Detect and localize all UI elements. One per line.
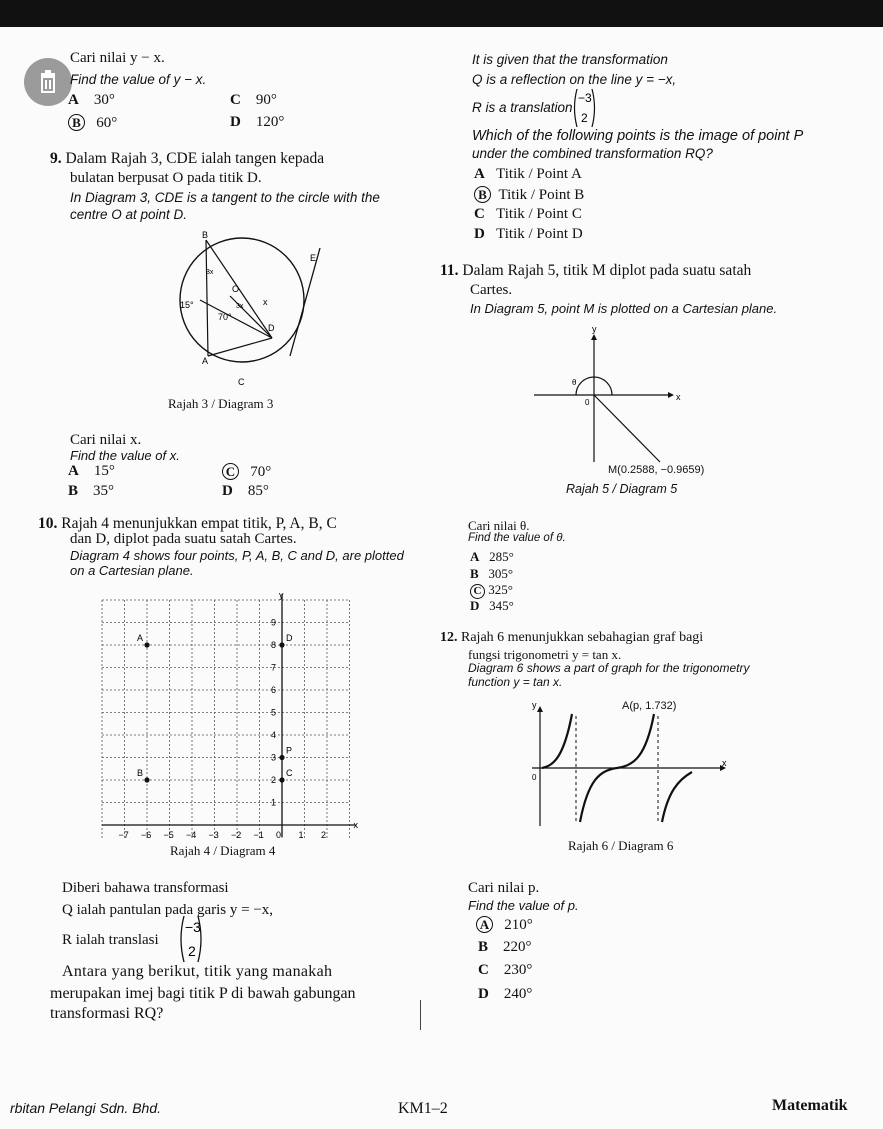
column-divider — [420, 1000, 421, 1030]
diagram-3-caption: Rajah 3 / Diagram 3 — [168, 396, 274, 411]
q11-option-d[interactable]: D 345° — [470, 598, 514, 613]
y-tick-label: 6 — [271, 685, 277, 695]
point-d — [279, 642, 284, 647]
label-d: D — [268, 323, 275, 333]
q10-r-en: R is a translation — [472, 100, 573, 115]
q10-r-ms: R ialah translasi — [62, 932, 159, 948]
x-tick-label: −6 — [141, 830, 152, 838]
q12-text-en-2: function y = tan x. — [468, 675, 563, 689]
x-tick-label: −1 — [253, 830, 264, 838]
q12-prompt-en: Find the value of p. — [468, 898, 579, 913]
q10-given-en: It is given that the transformation — [472, 52, 668, 67]
label-70: 70° — [218, 312, 232, 322]
tan-branch-1 — [542, 714, 572, 768]
label-e: E — [310, 253, 317, 263]
y-tick-label: 9 — [271, 617, 277, 628]
q10-option-c[interactable]: C Titik / Point C — [474, 206, 582, 222]
q11-option-a[interactable]: A 285° — [470, 549, 514, 564]
vec-en-bottom: 2 — [581, 111, 588, 125]
q10-text-en-1: Diagram 4 shows four points, P, A, B, C and D, are plotted — [70, 548, 404, 563]
q10-question-ms-1: Antara yang berikut, titik yang manakah — [62, 963, 333, 980]
q9-option-b[interactable]: B 35° — [68, 483, 115, 499]
x-tick-label: 0 — [276, 830, 282, 838]
point-label-d: D — [286, 633, 293, 643]
x-tick-label: −5 — [163, 830, 174, 838]
y-tick-label: 8 — [271, 640, 277, 650]
x-tick-label: −3 — [208, 830, 219, 838]
q8-option-b[interactable]: B 60° — [68, 114, 117, 132]
footer-page: KM1–2 — [398, 1100, 448, 1117]
q11-option-b[interactable]: B 305° — [470, 566, 514, 581]
axis-y: y — [532, 700, 537, 710]
q11-text-ms-1: 11. Dalam Rajah 5, titik M diplot pada suatu satah — [440, 262, 752, 279]
q12-option-a[interactable]: A 210° — [476, 916, 533, 934]
point-a — [144, 642, 149, 647]
label-15: 15° — [180, 300, 194, 310]
y-arrow — [537, 706, 543, 712]
point-label-b: B — [137, 768, 144, 778]
x-tick-label: 2 — [321, 830, 327, 838]
q9-text-en-1: In Diagram 3, CDE is a tangent to the circle with the — [70, 190, 380, 205]
vec-bottom: 2 — [188, 943, 196, 959]
y-tick-label: 4 — [271, 730, 277, 740]
label-3x: 3x — [206, 269, 214, 276]
q9-option-d[interactable]: D 85° — [222, 483, 269, 499]
q10-given-ms: Diberi bahawa transformasi — [62, 880, 229, 896]
q9-text-en-2: centre O at point D. — [70, 207, 188, 222]
q8-option-a[interactable]: A 30° — [68, 92, 115, 108]
chord-ad — [208, 338, 272, 356]
label-c: C — [238, 377, 245, 387]
circle-diagram-3 — [160, 228, 330, 393]
q12-option-c[interactable]: C 230° — [478, 962, 533, 978]
axis-x-label: x — [353, 820, 358, 830]
q12-text-en-1: Diagram 6 shows a part of graph for the trigonometry — [468, 661, 750, 675]
point-label-p: P — [286, 745, 293, 756]
q11-prompt-en: Find the value of θ. — [468, 532, 566, 544]
q12-option-d[interactable]: D 240° — [478, 986, 533, 1002]
q11-option-c[interactable]: C 325° — [470, 582, 513, 599]
point-p — [279, 755, 284, 760]
tan-branch-3 — [662, 772, 692, 822]
vec-en-top: −3 — [578, 91, 592, 105]
origin: 0 — [585, 398, 590, 407]
graph-diagram-4 — [98, 588, 358, 838]
vec-top: −3 — [185, 919, 201, 935]
q10-question-en-1: Which of the following points is the image of point P — [472, 128, 804, 144]
footer-publisher: rbitan Pelangi Sdn. Bhd. — [10, 1100, 161, 1116]
q8-option-d[interactable]: D 120° — [230, 114, 285, 130]
q10-text-en-2: on a Cartesian plane. — [70, 563, 194, 578]
y-tick-label: 3 — [271, 752, 277, 763]
q9-option-c[interactable]: C 70° — [222, 463, 271, 481]
q10-option-d[interactable]: D Titik / Point D — [474, 226, 583, 242]
label-x: x — [263, 297, 268, 307]
x-tick-label: 1 — [298, 830, 304, 838]
diagram-4-caption: Rajah 4 / Diagram 4 — [170, 843, 276, 858]
footer-subject: Matematik — [772, 1097, 848, 1114]
diagram-5 — [528, 322, 688, 482]
label-b: B — [202, 230, 209, 240]
x-arrow — [668, 392, 674, 398]
point-label-c: C — [286, 768, 293, 778]
y-tick-label: 2 — [271, 775, 277, 785]
chord-ba — [206, 240, 208, 356]
diagram-5-caption: Rajah 5 / Diagram 5 — [566, 482, 678, 496]
point-m-label: M(0.2588, −0.9659) — [608, 464, 705, 476]
q8-prompt-en: Find the value of y − x. — [70, 72, 207, 87]
axis-y: y — [592, 324, 597, 334]
top-black-bar — [0, 0, 883, 27]
x-tick-label: −4 — [186, 830, 197, 838]
x-tick-label: −7 — [118, 830, 129, 838]
q8-option-c[interactable]: C 90° — [230, 92, 277, 108]
point-b — [144, 777, 149, 782]
point-c — [279, 777, 284, 782]
q10-q-en: Q is a reflection on the line y = −x, — [472, 72, 677, 87]
radius-om — [594, 395, 660, 462]
q11-text-ms-2: Cartes. — [470, 282, 513, 298]
q9-text-ms-1: 9. Dalam Rajah 3, CDE ialah tangen kepada — [50, 150, 325, 167]
vector-en — [570, 86, 604, 130]
tangent-line — [290, 248, 320, 356]
label-a: A — [202, 356, 209, 366]
point-label-a: A — [137, 633, 144, 643]
q10-text-ms-2: dan D, diplot pada suatu satah Cartes. — [70, 531, 297, 547]
y-tick-label: 1 — [271, 797, 277, 808]
origin: 0 — [532, 773, 537, 782]
y-tick-label: 7 — [271, 662, 277, 673]
q10-option-a[interactable]: A Titik / Point A — [474, 166, 582, 182]
q10-question-ms-2: merupakan imej bagi titik P di bawah gabungan — [50, 985, 356, 1002]
axis-y-label: y — [279, 590, 284, 600]
point-a-label: A(p, 1.732) — [622, 700, 677, 712]
q9-prompt-en: Find the value of x. — [70, 448, 180, 463]
q12-text-ms-1: 12. Rajah 6 menunjukkan sebahagian graf bagi — [440, 630, 704, 645]
q11-text-en: In Diagram 5, point M is plotted on a Cartesian plane. — [470, 301, 778, 316]
q12-text-ms-2: fungsi trigonometri y = tan x. — [468, 647, 622, 662]
vector-ms — [176, 912, 208, 966]
q10-text-ms-1: 10. Rajah 4 menunjukkan empat titik, P, A, B, C — [38, 515, 337, 532]
y-arrow — [591, 334, 597, 340]
label-2x: 3x — [236, 303, 244, 310]
q10-question-ms-3: transformasi RQ? — [50, 1005, 164, 1022]
x-tick-label: −2 — [231, 830, 242, 838]
q12-prompt-ms: Cari nilai p. — [468, 880, 540, 896]
trash-icon — [24, 58, 72, 106]
axis-x: x — [676, 392, 681, 402]
q10-q-ms: Q ialah pantulan pada garis y = −x, — [62, 902, 274, 918]
y-tick-label: 5 — [271, 707, 277, 718]
q9-text-ms-2: bulatan berpusat O pada titik D. — [70, 170, 262, 186]
label-o: O — [232, 284, 240, 294]
graph-diagram-6 — [520, 696, 740, 836]
circle — [180, 238, 304, 362]
diagram-6-caption: Rajah 6 / Diagram 6 — [568, 838, 674, 853]
delete-button[interactable] — [24, 58, 72, 106]
q10-question-en-2: under the combined transformation RQ? — [472, 146, 713, 161]
theta-label: θ — [572, 378, 577, 387]
q12-option-b[interactable]: B 220° — [478, 939, 532, 955]
q8-prompt-ms: Cari nilai y − x. — [70, 50, 165, 66]
q9-option-a[interactable]: A 15° — [68, 463, 115, 479]
q10-option-b[interactable]: B Titik / Point B — [474, 186, 584, 204]
q9-prompt-ms: Cari nilai x. — [70, 432, 142, 448]
axis-x: x — [722, 758, 727, 768]
q11-prompt-ms: Cari nilai θ. — [468, 518, 530, 533]
